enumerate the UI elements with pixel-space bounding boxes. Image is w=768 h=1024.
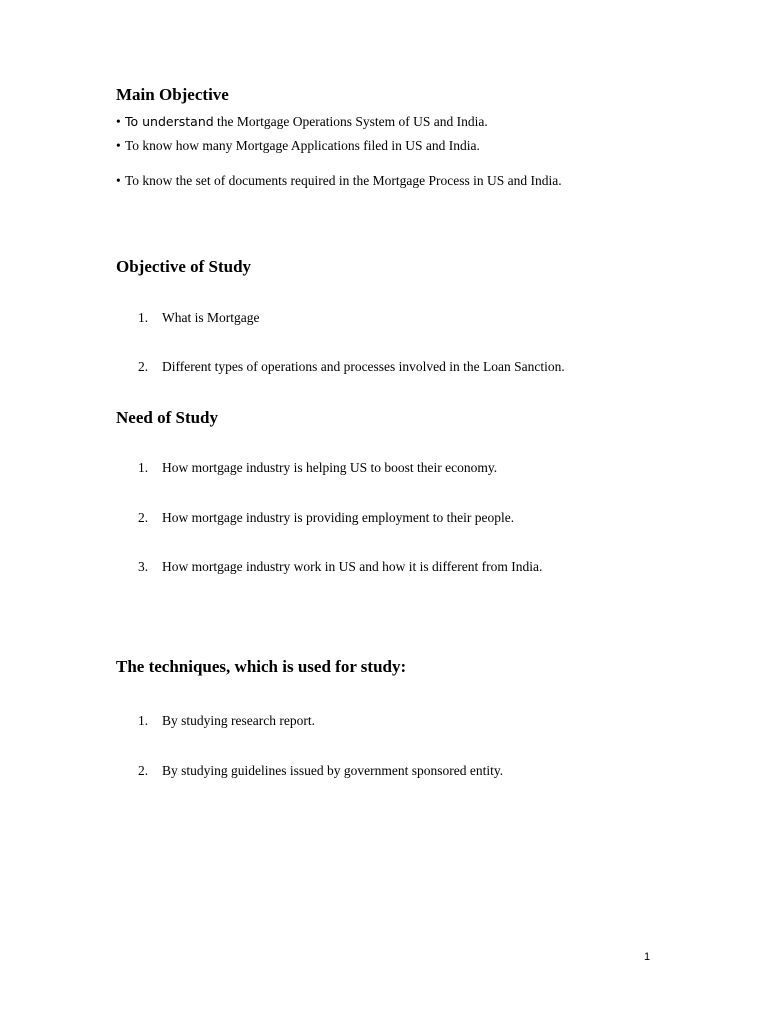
item-number: 2. xyxy=(138,763,149,778)
item-text: By studying guidelines issued by government sponsored entity. xyxy=(162,763,504,778)
item-number: 2. xyxy=(138,359,149,374)
page-number: 1 xyxy=(644,951,651,963)
need-item-2 xyxy=(138,510,514,526)
bullet-marker: • xyxy=(116,114,121,129)
bullet-text: To know the set of documents required in the Mortgage Process in US and India. xyxy=(125,173,562,188)
bullet-text: To know how many Mortgage Applications filed in US and India. xyxy=(125,138,480,153)
item-text: How mortgage industry is providing employment to their people. xyxy=(162,510,515,525)
technique-item-1 xyxy=(138,713,315,729)
item-text: What is Mortgage xyxy=(162,310,260,325)
technique-item-2 xyxy=(138,763,503,779)
objective-item-1 xyxy=(138,310,259,326)
need-item-3 xyxy=(138,559,542,575)
main-objective-bullet-3 xyxy=(116,173,562,189)
bullet-marker: • xyxy=(116,173,121,188)
main-objective-heading: Main Objective xyxy=(116,85,229,104)
bullet-marker: • xyxy=(116,138,121,153)
objective-of-study-heading: Objective of Study xyxy=(116,257,252,276)
main-objective-bullet-2 xyxy=(116,138,480,154)
item-text: Different types of operations and processes involved in the Loan Sanction. xyxy=(162,359,565,374)
item-text: By studying research report. xyxy=(162,713,315,728)
bullet-lead-text: To understand xyxy=(125,114,214,129)
need-of-study-heading: Need of Study xyxy=(116,408,219,427)
main-objective-bullet-1 xyxy=(116,114,488,130)
item-number: 1. xyxy=(138,460,149,475)
bullet-text: the Mortgage Operations System of US and India. xyxy=(213,114,488,129)
item-number: 3. xyxy=(138,559,149,574)
item-text: How mortgage industry work in US and how it is different from India. xyxy=(162,559,543,574)
item-number: 2. xyxy=(138,510,149,525)
item-number: 1. xyxy=(138,713,149,728)
item-text: How mortgage industry is helping US to boost their economy. xyxy=(162,460,498,475)
objective-item-2 xyxy=(138,359,565,375)
techniques-heading: The techniques, which is used for study: xyxy=(116,657,407,676)
item-number: 1. xyxy=(138,310,149,325)
need-item-1 xyxy=(138,460,497,476)
